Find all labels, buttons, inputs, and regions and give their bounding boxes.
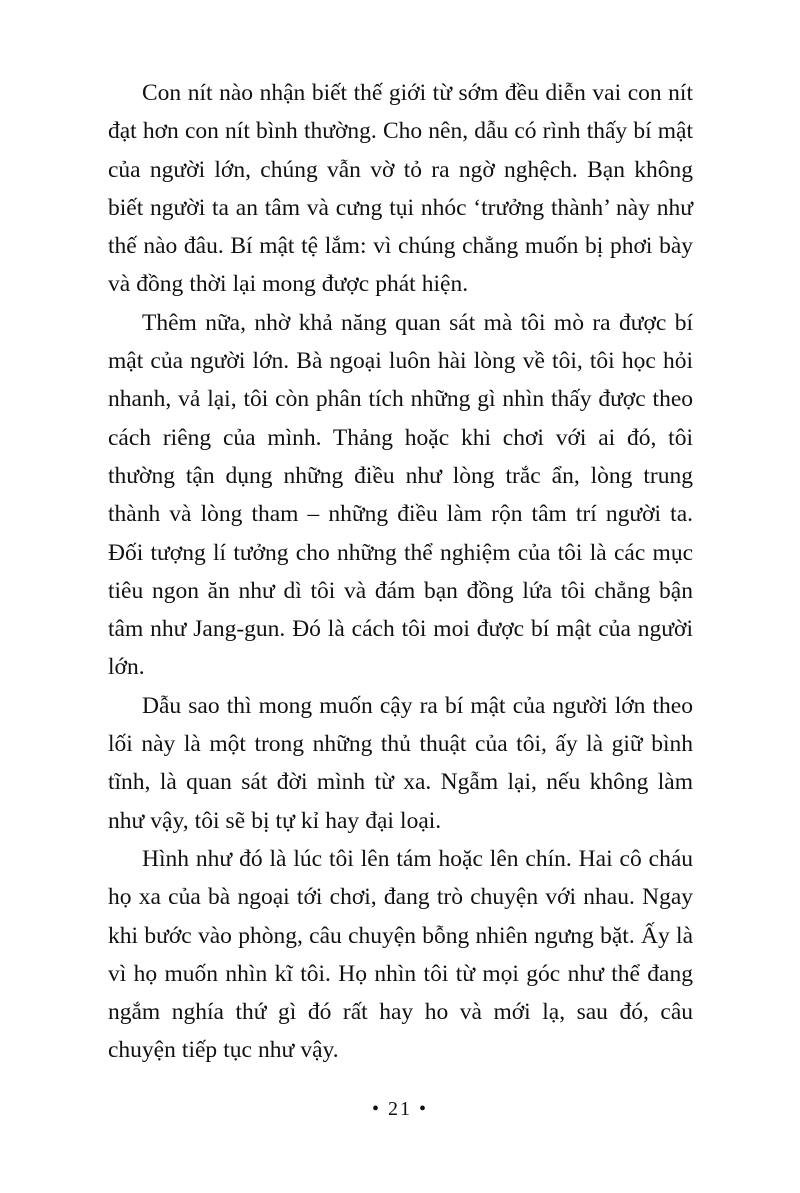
paragraph: Con nít nào nhận biết thế giới từ sớm đều diễn vai con nít đạt hơn con nít bình thường. Cho nên, dẫu có rình thấy bí mật của người lớn, chúng vẫn vờ tỏ ra ngờ nghệch. Bạn không biết người ta an tâm và cưng tụi nhóc ‘trưởng thành’ này như thế nào đâu. Bí mật tệ lắm: vì chúng chẳng muốn bị phơi bày và đồng thời lại mong được phát hiện. <box>108 80 693 298</box>
page-number: • 21 • <box>371 1098 428 1120</box>
body-text <box>108 74 693 1070</box>
paragraph: Dẫu sao thì mong muốn cậy ra bí mật của người lớn theo lối này là một trong những thủ thuật của tôi, ấy là giữ bình tĩnh, là quan sát đời mình từ xa. Ngẫm lại, nếu không làm như vậy, tôi sẽ bị tự kỉ hay đại loại. <box>108 692 693 834</box>
paragraph: Thêm nữa, nhờ khả năng quan sát mà tôi mò ra được bí mật của người lớn. Bà ngoại luôn hài lòng về tôi, tôi học hỏi nhanh, vả lại, tôi còn phân tích những gì nhìn thấy được theo cách riêng của mình. Thảng hoặc khi chơi với ai đó, tôi thường tận dụng những điều như lòng trắc ẩn, lòng trung thành và lòng tham – những điều làm rộn tâm trí người ta. Đối tượng lí tưởng cho những thể nghiệm của tôi là các mục tiêu ngon ăn như dì tôi và đám bạn đồng lứa tôi chẳng bận tâm như Jang-gun. Đó là cách tôi moi được bí mật của người lớn. <box>108 309 693 681</box>
paragraph: Hình như đó là lúc tôi lên tám hoặc lên chín. Hai cô cháu họ xa của bà ngoại tới chơi, đang trò chuyện với nhau. Ngay khi bước vào phòng, câu chuyện bỗng nhiên ngưng bặt. Ấy là vì họ muốn nhìn kĩ tôi. Họ nhìn tôi từ mọi góc như thể đang ngắm nghía thứ gì đó rất hay ho và mới lạ, sau đó, câu chuyện tiếp tục như vậy. <box>108 845 693 1064</box>
